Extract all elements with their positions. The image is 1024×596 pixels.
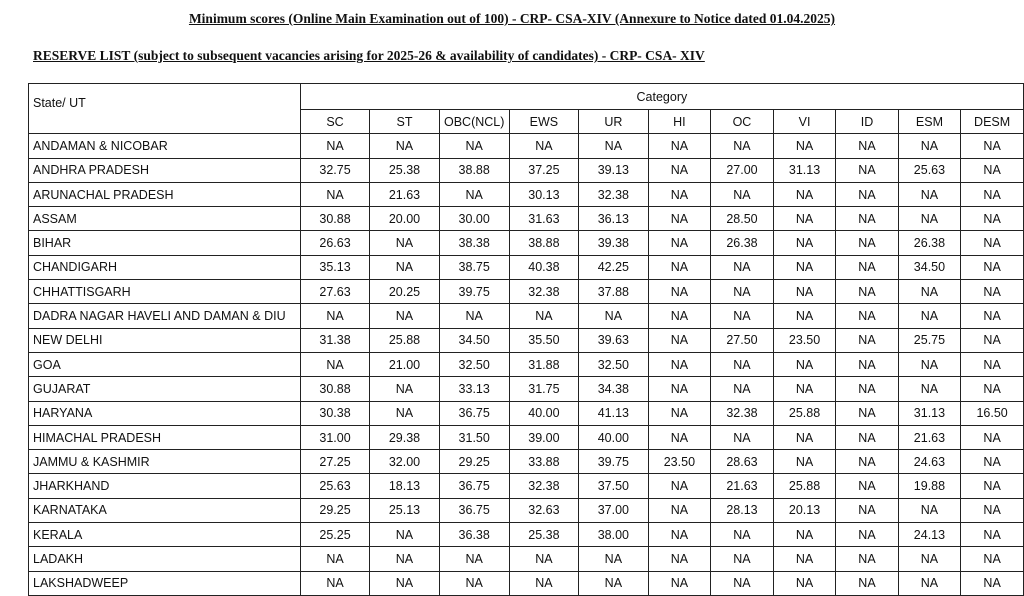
- score-cell: NA: [648, 231, 711, 255]
- score-cell: NA: [961, 304, 1024, 328]
- score-cell: NA: [579, 304, 648, 328]
- score-cell: 40.00: [579, 425, 648, 449]
- score-cell: NA: [773, 304, 836, 328]
- column-header-st: ST: [370, 110, 439, 134]
- score-cell: 30.38: [300, 401, 369, 425]
- score-cell: 40.38: [509, 255, 578, 279]
- score-cell: NA: [773, 571, 836, 595]
- score-cell: NA: [836, 280, 898, 304]
- state-column-header: State/ UT: [29, 84, 301, 134]
- score-cell: NA: [370, 231, 439, 255]
- score-cell: NA: [648, 255, 711, 279]
- document-title: Minimum scores (Online Main Examination out of 100) - CRP- CSA-XIV (Annexure to Notice dated 01.04.2025): [188, 11, 836, 26]
- score-cell: 30.88: [300, 377, 369, 401]
- state-name-cell: ANDHRA PRADESH: [29, 158, 301, 182]
- score-cell: 35.13: [300, 255, 369, 279]
- score-cell: NA: [961, 523, 1024, 547]
- state-name-cell: CHANDIGARH: [29, 255, 301, 279]
- score-cell: 33.88: [509, 450, 578, 474]
- score-cell: 21.63: [370, 182, 439, 206]
- score-cell: 40.00: [509, 401, 578, 425]
- score-cell: 25.13: [370, 498, 439, 522]
- score-cell: 36.75: [439, 474, 509, 498]
- score-cell: NA: [648, 182, 711, 206]
- column-header-obc-ncl: OBC(NCL): [439, 110, 509, 134]
- score-cell: NA: [370, 134, 439, 158]
- score-cell: NA: [898, 498, 961, 522]
- score-cell: NA: [961, 207, 1024, 231]
- score-cell: 20.00: [370, 207, 439, 231]
- score-cell: 38.88: [509, 231, 578, 255]
- table-row: [29, 182, 1024, 206]
- table-row: [29, 255, 1024, 279]
- state-name-cell: DADRA NAGAR HAVELI AND DAMAN & DIU: [29, 304, 301, 328]
- score-cell: 25.38: [509, 523, 578, 547]
- score-cell: NA: [509, 571, 578, 595]
- state-name-cell: NEW DELHI: [29, 328, 301, 352]
- state-name-cell: ANDAMAN & NICOBAR: [29, 134, 301, 158]
- score-cell: NA: [773, 207, 836, 231]
- score-cell: NA: [300, 134, 369, 158]
- score-cell: NA: [648, 328, 711, 352]
- score-cell: NA: [579, 571, 648, 595]
- score-cell: NA: [370, 377, 439, 401]
- table-group-header-row: [29, 84, 1024, 110]
- score-cell: NA: [961, 158, 1024, 182]
- score-cell: NA: [711, 134, 774, 158]
- table-row: [29, 571, 1024, 595]
- score-cell: NA: [648, 304, 711, 328]
- score-cell: 32.63: [509, 498, 578, 522]
- score-cell: NA: [300, 182, 369, 206]
- column-header-oc: OC: [711, 110, 774, 134]
- table-row: [29, 401, 1024, 425]
- score-cell: 39.00: [509, 425, 578, 449]
- score-cell: 25.88: [773, 401, 836, 425]
- column-header-desm: DESM: [961, 110, 1024, 134]
- score-cell: NA: [836, 523, 898, 547]
- score-cell: 29.38: [370, 425, 439, 449]
- score-cell: NA: [711, 547, 774, 571]
- score-cell: NA: [961, 255, 1024, 279]
- score-cell: NA: [648, 207, 711, 231]
- table-row: [29, 134, 1024, 158]
- score-cell: 21.63: [898, 425, 961, 449]
- state-name-cell: KERALA: [29, 523, 301, 547]
- score-cell: NA: [961, 498, 1024, 522]
- score-cell: 32.38: [509, 280, 578, 304]
- state-name-cell: CHHATTISGARH: [29, 280, 301, 304]
- score-cell: NA: [439, 571, 509, 595]
- score-cell: 32.50: [579, 352, 648, 376]
- score-cell: NA: [898, 207, 961, 231]
- score-cell: 32.50: [439, 352, 509, 376]
- score-cell: NA: [370, 523, 439, 547]
- score-cell: NA: [836, 352, 898, 376]
- score-cell: NA: [648, 401, 711, 425]
- score-cell: 25.63: [898, 158, 961, 182]
- table-row: [29, 352, 1024, 376]
- score-cell: 25.88: [773, 474, 836, 498]
- score-cell: 28.50: [711, 207, 774, 231]
- score-cell: NA: [836, 182, 898, 206]
- column-header-vi: VI: [773, 110, 836, 134]
- score-cell: NA: [898, 547, 961, 571]
- score-cell: 38.88: [439, 158, 509, 182]
- score-cell: NA: [961, 474, 1024, 498]
- score-cell: 32.38: [711, 401, 774, 425]
- table-row: [29, 547, 1024, 571]
- score-cell: 24.13: [898, 523, 961, 547]
- score-cell: NA: [836, 158, 898, 182]
- table-row: [29, 450, 1024, 474]
- score-cell: NA: [648, 547, 711, 571]
- score-cell: NA: [961, 547, 1024, 571]
- score-cell: 27.50: [711, 328, 774, 352]
- score-cell: NA: [961, 450, 1024, 474]
- score-cell: 30.13: [509, 182, 578, 206]
- score-cell: 39.75: [579, 450, 648, 474]
- score-cell: NA: [509, 304, 578, 328]
- score-cell: NA: [961, 571, 1024, 595]
- state-name-cell: LAKSHADWEEP: [29, 571, 301, 595]
- score-cell: 23.50: [648, 450, 711, 474]
- table-body: [29, 134, 1024, 596]
- score-cell: NA: [836, 425, 898, 449]
- state-name-cell: HIMACHAL PRADESH: [29, 425, 301, 449]
- score-cell: 37.00: [579, 498, 648, 522]
- score-cell: 39.13: [579, 158, 648, 182]
- score-cell: NA: [648, 158, 711, 182]
- score-cell: NA: [648, 134, 711, 158]
- score-cell: 37.88: [579, 280, 648, 304]
- score-cell: NA: [898, 304, 961, 328]
- score-cell: 41.13: [579, 401, 648, 425]
- score-cell: NA: [961, 425, 1024, 449]
- state-name-cell: GUJARAT: [29, 377, 301, 401]
- state-name-cell: GOA: [29, 352, 301, 376]
- score-cell: 21.63: [711, 474, 774, 498]
- score-cell: NA: [711, 280, 774, 304]
- score-cell: NA: [836, 304, 898, 328]
- score-cell: NA: [300, 352, 369, 376]
- score-cell: 20.13: [773, 498, 836, 522]
- state-name-cell: JAMMU & KASHMIR: [29, 450, 301, 474]
- score-cell: NA: [648, 523, 711, 547]
- state-name-cell: LADAKH: [29, 547, 301, 571]
- score-cell: NA: [773, 450, 836, 474]
- score-cell: 31.00: [300, 425, 369, 449]
- score-cell: NA: [711, 255, 774, 279]
- score-cell: 30.88: [300, 207, 369, 231]
- score-cell: NA: [648, 280, 711, 304]
- score-cell: NA: [711, 523, 774, 547]
- score-cell: NA: [836, 328, 898, 352]
- table-row: [29, 328, 1024, 352]
- score-cell: NA: [836, 450, 898, 474]
- column-header-id: ID: [836, 110, 898, 134]
- score-cell: NA: [773, 377, 836, 401]
- score-cell: 31.88: [509, 352, 578, 376]
- minimum-scores-table: [28, 83, 1024, 596]
- state-name-cell: BIHAR: [29, 231, 301, 255]
- state-name-cell: JHARKHAND: [29, 474, 301, 498]
- score-cell: 19.88: [898, 474, 961, 498]
- score-cell: 26.38: [898, 231, 961, 255]
- score-cell: NA: [579, 547, 648, 571]
- score-cell: NA: [711, 304, 774, 328]
- score-cell: 27.00: [711, 158, 774, 182]
- score-cell: 33.13: [439, 377, 509, 401]
- score-cell: NA: [898, 377, 961, 401]
- score-cell: NA: [509, 547, 578, 571]
- score-cell: 18.13: [370, 474, 439, 498]
- state-name-cell: ARUNACHAL PRADESH: [29, 182, 301, 206]
- score-cell: NA: [961, 377, 1024, 401]
- score-cell: NA: [300, 571, 369, 595]
- score-cell: 32.38: [509, 474, 578, 498]
- score-cell: 31.63: [509, 207, 578, 231]
- table-row: [29, 207, 1024, 231]
- score-cell: NA: [711, 425, 774, 449]
- score-cell: NA: [439, 304, 509, 328]
- score-cell: 38.75: [439, 255, 509, 279]
- table-row: [29, 474, 1024, 498]
- score-cell: NA: [439, 182, 509, 206]
- score-cell: NA: [898, 134, 961, 158]
- score-cell: NA: [439, 134, 509, 158]
- score-cell: NA: [961, 352, 1024, 376]
- state-name-cell: ASSAM: [29, 207, 301, 231]
- score-cell: NA: [836, 498, 898, 522]
- score-cell: 32.00: [370, 450, 439, 474]
- score-cell: NA: [836, 401, 898, 425]
- document-subtitle: RESERVE LIST (subject to subsequent vacancies arising for 2025-26 & availability of candidates) - CRP- CSA- XIV: [33, 48, 705, 63]
- score-cell: NA: [773, 425, 836, 449]
- score-cell: 25.75: [898, 328, 961, 352]
- score-cell: 34.50: [898, 255, 961, 279]
- score-cell: 20.25: [370, 280, 439, 304]
- score-cell: 38.38: [439, 231, 509, 255]
- score-cell: NA: [898, 280, 961, 304]
- score-cell: 23.50: [773, 328, 836, 352]
- score-cell: NA: [773, 231, 836, 255]
- score-cell: 32.38: [579, 182, 648, 206]
- column-header-ur: UR: [579, 110, 648, 134]
- score-cell: NA: [648, 425, 711, 449]
- score-cell: 31.50: [439, 425, 509, 449]
- score-cell: NA: [961, 134, 1024, 158]
- score-cell: NA: [773, 280, 836, 304]
- score-cell: 21.00: [370, 352, 439, 376]
- score-cell: NA: [648, 352, 711, 376]
- score-cell: NA: [439, 547, 509, 571]
- score-cell: NA: [836, 571, 898, 595]
- score-cell: 25.25: [300, 523, 369, 547]
- table-row: [29, 425, 1024, 449]
- score-cell: 34.50: [439, 328, 509, 352]
- score-cell: 37.25: [509, 158, 578, 182]
- table-row: [29, 523, 1024, 547]
- score-cell: NA: [648, 498, 711, 522]
- score-cell: NA: [836, 377, 898, 401]
- score-cell: NA: [773, 352, 836, 376]
- score-cell: NA: [836, 474, 898, 498]
- score-cell: NA: [711, 182, 774, 206]
- score-cell: NA: [370, 304, 439, 328]
- column-header-ews: EWS: [509, 110, 578, 134]
- score-cell: NA: [370, 547, 439, 571]
- score-cell: NA: [711, 571, 774, 595]
- score-cell: 31.13: [773, 158, 836, 182]
- table-row: [29, 498, 1024, 522]
- score-cell: 36.13: [579, 207, 648, 231]
- score-cell: NA: [711, 352, 774, 376]
- score-cell: 39.38: [579, 231, 648, 255]
- score-cell: 26.38: [711, 231, 774, 255]
- score-cell: NA: [773, 547, 836, 571]
- score-cell: 39.63: [579, 328, 648, 352]
- score-cell: 38.00: [579, 523, 648, 547]
- score-cell: NA: [836, 207, 898, 231]
- score-cell: NA: [836, 255, 898, 279]
- score-cell: 25.38: [370, 158, 439, 182]
- score-cell: NA: [773, 255, 836, 279]
- score-cell: NA: [300, 304, 369, 328]
- score-cell: NA: [773, 182, 836, 206]
- table-row: [29, 280, 1024, 304]
- score-cell: NA: [648, 474, 711, 498]
- score-cell: NA: [370, 571, 439, 595]
- score-cell: NA: [898, 182, 961, 206]
- score-cell: 37.50: [579, 474, 648, 498]
- score-cell: 36.75: [439, 498, 509, 522]
- score-cell: 26.63: [300, 231, 369, 255]
- score-cell: NA: [836, 231, 898, 255]
- score-cell: NA: [898, 571, 961, 595]
- table-row: [29, 304, 1024, 328]
- score-cell: 39.75: [439, 280, 509, 304]
- score-cell: 32.75: [300, 158, 369, 182]
- score-cell: 30.00: [439, 207, 509, 231]
- score-cell: 24.63: [898, 450, 961, 474]
- score-cell: NA: [773, 523, 836, 547]
- category-group-header: Category: [300, 84, 1023, 110]
- table-row: [29, 231, 1024, 255]
- score-cell: 29.25: [300, 498, 369, 522]
- score-cell: NA: [300, 547, 369, 571]
- score-cell: 31.75: [509, 377, 578, 401]
- score-cell: NA: [961, 182, 1024, 206]
- score-cell: NA: [509, 134, 578, 158]
- table-row: [29, 158, 1024, 182]
- score-cell: 34.38: [579, 377, 648, 401]
- state-name-cell: KARNATAKA: [29, 498, 301, 522]
- score-cell: 36.75: [439, 401, 509, 425]
- score-cell: NA: [836, 134, 898, 158]
- score-cell: 27.63: [300, 280, 369, 304]
- column-header-esm: ESM: [898, 110, 961, 134]
- score-cell: 25.63: [300, 474, 369, 498]
- score-cell: NA: [961, 328, 1024, 352]
- score-cell: NA: [836, 547, 898, 571]
- score-cell: NA: [898, 352, 961, 376]
- score-cell: NA: [648, 377, 711, 401]
- score-cell: NA: [648, 571, 711, 595]
- score-cell: 36.38: [439, 523, 509, 547]
- score-cell: NA: [579, 134, 648, 158]
- score-cell: NA: [773, 134, 836, 158]
- score-cell: NA: [961, 280, 1024, 304]
- table-row: [29, 377, 1024, 401]
- column-header-hi: HI: [648, 110, 711, 134]
- score-cell: 28.13: [711, 498, 774, 522]
- score-cell: NA: [711, 377, 774, 401]
- score-cell: NA: [370, 255, 439, 279]
- score-cell: 25.88: [370, 328, 439, 352]
- score-cell: 31.38: [300, 328, 369, 352]
- state-name-cell: HARYANA: [29, 401, 301, 425]
- score-cell: 27.25: [300, 450, 369, 474]
- score-cell: 28.63: [711, 450, 774, 474]
- score-cell: 29.25: [439, 450, 509, 474]
- score-cell: 42.25: [579, 255, 648, 279]
- score-cell: 31.13: [898, 401, 961, 425]
- column-header-sc: SC: [300, 110, 369, 134]
- score-cell: NA: [370, 401, 439, 425]
- score-cell: 35.50: [509, 328, 578, 352]
- score-cell: NA: [961, 231, 1024, 255]
- score-cell: 16.50: [961, 401, 1024, 425]
